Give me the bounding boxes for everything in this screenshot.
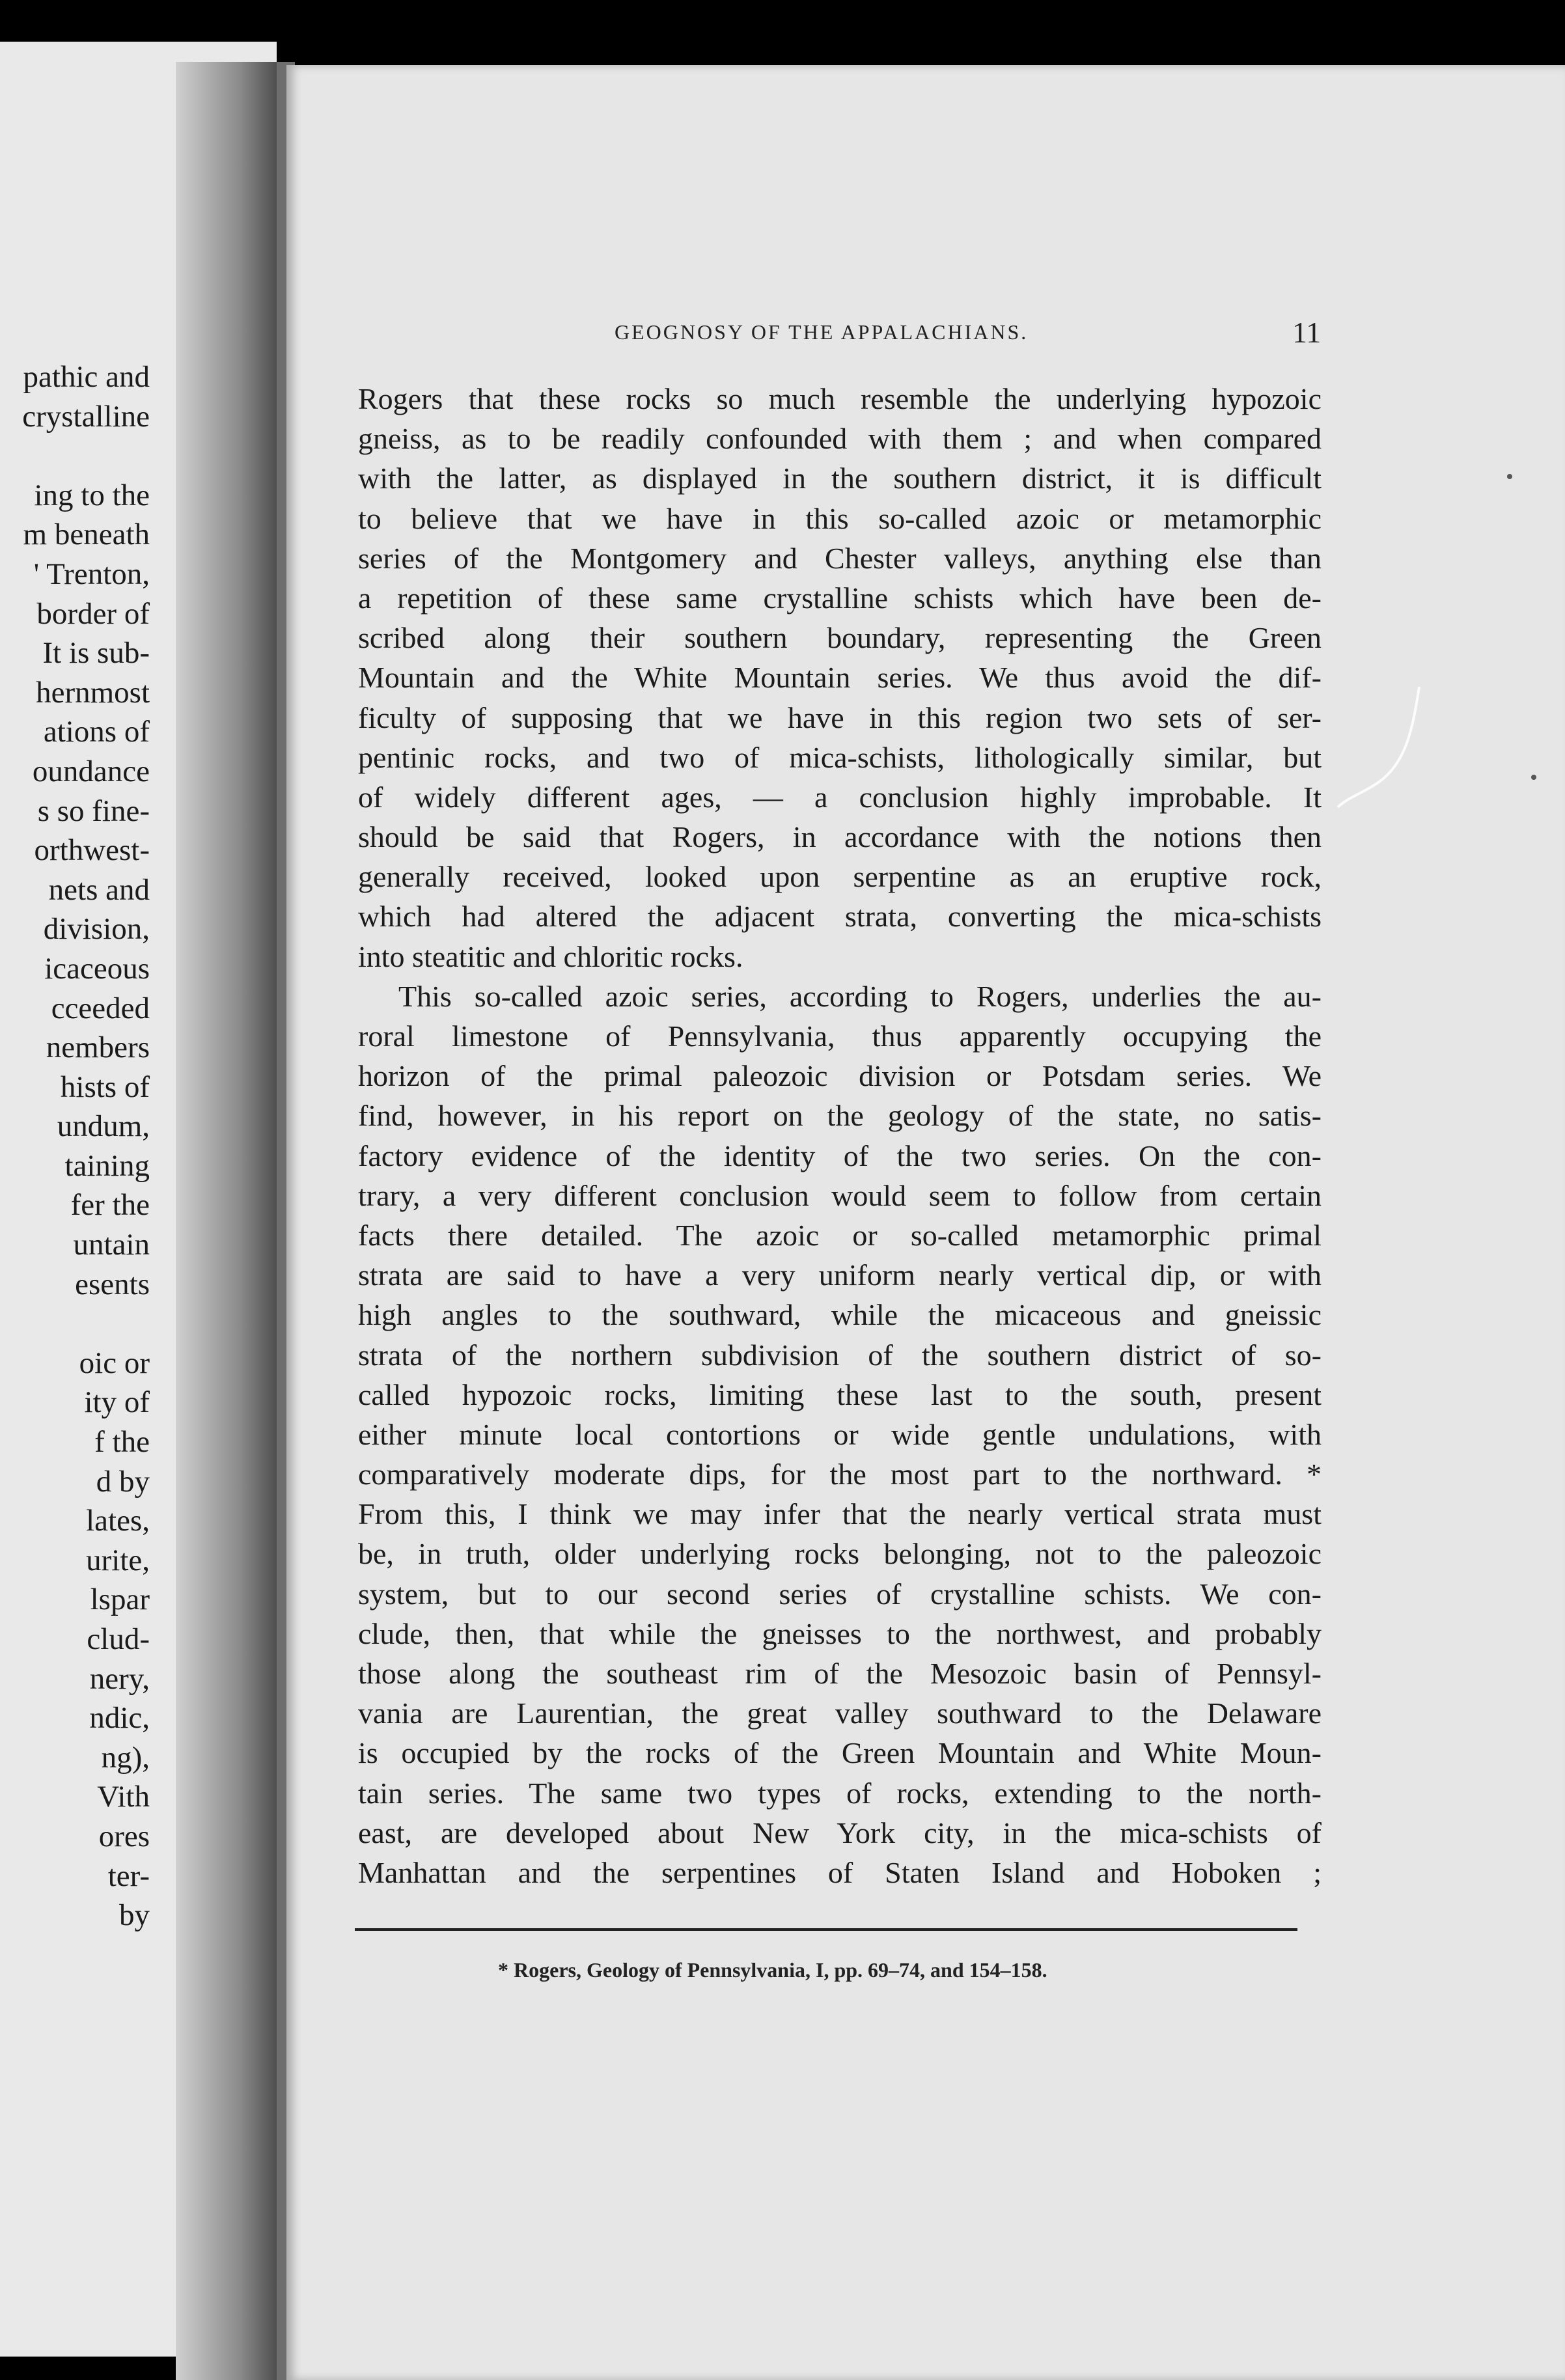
facing-line: oic or [79, 1346, 150, 1380]
body-text [358, 379, 1322, 1892]
text-line: generally received, looked upon serpentine as an eruptive rock, [358, 860, 1322, 894]
facing-line: pathic and [23, 360, 150, 394]
facing-line: urite, [86, 1543, 150, 1577]
text-line: should be said that Rogers, in accordance with the notions then [358, 820, 1322, 854]
facing-line: hists of [60, 1070, 150, 1104]
text-line: Rogers that these rocks so much resemble the underlying hypozoic [358, 382, 1322, 415]
text-line: is occupied by the rocks of the Green Mountain and White Moun- [358, 1736, 1322, 1770]
text-line: be, in truth, older underlying rocks belonging, not to the paleozoic [358, 1537, 1322, 1571]
facing-line: ng), [101, 1740, 150, 1775]
facing-line: crystalline [22, 399, 150, 434]
facing-line: It is sub- [42, 636, 150, 671]
text-line: From this, I think we may infer that the nearly vertical strata must [358, 1497, 1322, 1531]
text-line: strata are said to have a very uniform nearly vertical dip, or with [358, 1258, 1322, 1292]
text-line: find, however, in his report on the geology of the state, no satis- [358, 1099, 1322, 1133]
text-line: Manhattan and the serpentines of Staten Island and Hoboken ; [358, 1855, 1322, 1889]
facing-line: ores [98, 1819, 150, 1853]
text-line: which had altered the adjacent strata, converting the mica-schists [358, 900, 1322, 934]
facing-line: oundance [32, 754, 150, 788]
footnote: * Rogers, Geology of Pennsylvania, I, pp. 69–74, and 154–158. [498, 1958, 1047, 1982]
facing-line: clud- [87, 1622, 150, 1656]
facing-line: nembers [46, 1031, 150, 1065]
text-line: of widely different ages, — a conclusion highly improbable. It [358, 780, 1322, 814]
text-line: clude, then, that while the gneisses to the northwest, and probably [358, 1616, 1322, 1650]
text-line: scribed along their southern boundary, representing the Green [358, 621, 1322, 655]
text-line: high angles to the southward, while the micaceous and gneissic [358, 1298, 1322, 1332]
facing-line: division, [43, 912, 150, 947]
facing-line: fer the [70, 1188, 150, 1223]
page-number: 11 [1292, 316, 1322, 349]
text-line: pentinic rocks, and two of mica-schists, lithologically similar, but [358, 740, 1322, 774]
facing-line: lates, [86, 1504, 150, 1538]
facing-line: ations of [43, 715, 150, 749]
text-line-paragraph-start: This so-called azoic series, according to Rogers, underlies the au- [398, 979, 1322, 1013]
text-line: horizon of the primal paleozoic division or Potsdam series. We [358, 1059, 1322, 1093]
text-line: with the latter, as displayed in the southern district, it is difficult [358, 462, 1322, 495]
text-line: series of the Montgomery and Chester valleys, anything else than [358, 541, 1322, 575]
text-line: gneiss, as to be readily confounded with them ; and when compared [358, 422, 1322, 456]
facing-line: undum, [57, 1109, 150, 1144]
text-line: called hypozoic rocks, limiting these last to the south, present [358, 1377, 1322, 1411]
text-line: strata of the northern subdivision of the southern district of so- [358, 1338, 1322, 1372]
facing-line [22, 1305, 150, 1344]
facing-line: untain [73, 1228, 150, 1262]
text-line: comparatively moderate dips, for the most part to the northward. * [358, 1458, 1322, 1491]
facing-line: nets and [48, 872, 150, 907]
text-line: either minute local contortions or wide gentle undulations, with [358, 1417, 1322, 1451]
facing-line: s so fine- [37, 794, 150, 828]
facing-line: ndic, [89, 1701, 150, 1736]
facing-line: m beneath [23, 518, 150, 552]
dust-speck [1531, 775, 1536, 780]
facing-line: ity of [84, 1385, 150, 1420]
facing-line: orthwest- [34, 833, 150, 868]
text-line: a repetition of these same crystalline schists which have been de- [358, 581, 1322, 615]
running-head: GEOGNOSY OF THE APPALACHIANS. [615, 320, 1029, 344]
facing-line [22, 437, 150, 477]
facing-line: icaceous [44, 951, 150, 986]
facing-line: border of [36, 596, 150, 631]
text-line: Mountain and the White Mountain series. We thus avoid the dif- [358, 661, 1322, 695]
text-line: tain series. The same two types of rocks, extending to the north- [358, 1776, 1322, 1810]
text-line: factory evidence of the identity of the two series. On the con- [358, 1139, 1322, 1172]
facing-line: cceeded [51, 991, 150, 1025]
text-line: facts there detailed. The azoic or so-called metamorphic primal [358, 1218, 1322, 1252]
text-line: to believe that we have in this so-called azoic or metamorphic [358, 501, 1322, 535]
text-line: system, but to our second series of crystalline schists. We con- [358, 1577, 1322, 1611]
dust-speck [1507, 474, 1512, 479]
footnote-rule [355, 1928, 1297, 1931]
text-line: those along the southeast rim of the Mesozoic basin of Pennsyl- [358, 1657, 1322, 1690]
facing-line: f the [94, 1425, 150, 1460]
facing-line: taining [64, 1148, 150, 1183]
facing-line: ing to the [34, 478, 150, 512]
facing-line: d by [96, 1464, 150, 1499]
facing-line: Vith [97, 1780, 150, 1814]
facing-line: by [119, 1898, 150, 1933]
page-edge-shadow [176, 62, 283, 2380]
text-line: into steatitic and chloritic rocks. [358, 939, 743, 973]
facing-line: ' Trenton, [33, 557, 150, 591]
facing-line: esents [75, 1267, 150, 1301]
facing-line: lspar [90, 1583, 150, 1617]
scan-scratch-mark [1335, 684, 1426, 814]
text-line: trary, a very different conclusion would seem to follow from certain [358, 1178, 1322, 1212]
facing-page-text [22, 358, 150, 1936]
facing-line: ter- [107, 1859, 150, 1893]
text-line: vania are Laurentian, the great valley southward to the Delaware [358, 1696, 1322, 1730]
facing-line: nery, [89, 1661, 150, 1696]
text-line: roral limestone of Pennsylvania, thus apparently occupying the [358, 1019, 1322, 1053]
facing-line: hernmost [36, 675, 150, 710]
text-line: east, are developed about New York city, in the mica-schists of [358, 1816, 1322, 1849]
text-line: ficulty of supposing that we have in this region two sets of ser- [358, 700, 1322, 734]
